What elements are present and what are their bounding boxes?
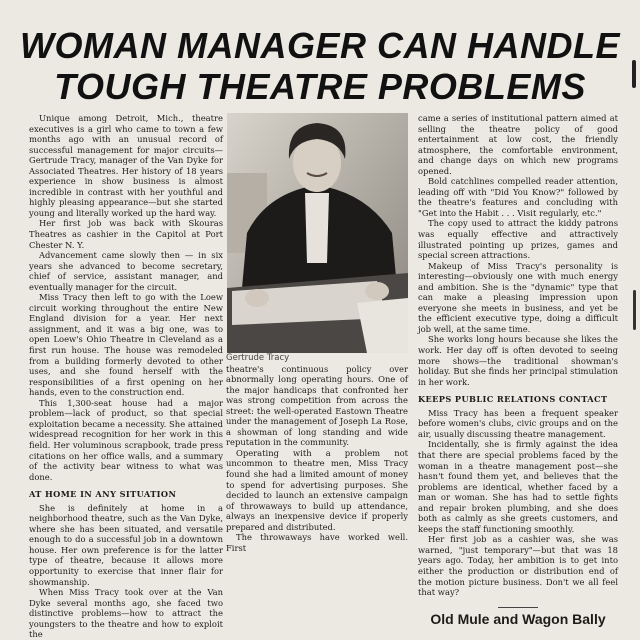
paragraph: Her first job was back with Skouras Theatres as cashier in the Capitol at Port Chester N. Y. (29, 218, 223, 250)
page-binding-mark (632, 60, 636, 88)
paragraph: She works long hours because she likes the work. Her day off is often devoted to seeing more shows—the traditional showman's holiday. But she finds her principal stimulation in her work. (418, 334, 618, 387)
article-column-2 (226, 113, 408, 553)
paragraph: theatre's continuous policy over abnormally long operating hours. One of the major handicaps that confronted her was strong competition from across the street: the well-operated Eastown Theatre under the management of Joseph La Rose, a showman of long standing and wide reputation in the community. (226, 363, 408, 448)
paragraph: came a series of institutional pattern aimed at selling the theatre policy of good entertainment at low cost, the friendly atmosphere, the comfortable environment, and change days on which new programs opened. (418, 113, 618, 176)
paragraph: This 1,300-seat house had a major problem—lack of product, so that special exploitation became a necessity. She attained widespread recognition for her work in this field. Her voluminous scrapbook, trade press citations on her office walls, and a summary of the activity bear witness to what was done. (29, 397, 223, 482)
section-heading: KEEPS PUBLIC RELATIONS CONTACT (418, 394, 608, 405)
portrait-photo (227, 113, 408, 353)
paragraph: She is definitely at home in a neighborhood theatre, such as the Van Dyke, where she has been situated, and versatile enough to do a successful job in a downtown house. Her own preference is for the latter type of theatre, because it allows more opportunity to exercise that inner flair for showmanship. (29, 502, 223, 587)
headline-line-1: WOMAN MANAGER CAN HANDLE (20, 25, 620, 66)
page-binding-mark (633, 290, 636, 330)
photo-caption: Gertrude Tracy (226, 353, 290, 363)
paragraph: Advancement came slowly then — in six years she advanced to become secretary, chief of service, assistant manager, and eventually manager for the circuit. (29, 250, 223, 292)
headline-line-2: TOUGH THEATRE PROBLEMS (54, 66, 586, 107)
paragraph: The throwaways have worked well. First (226, 532, 408, 553)
paragraph: Makeup of Miss Tracy's personality is interesting—obviously one with much energy and ambition. She is the "dynamic" type that can make a pleasing impression upon everyone she meets in business, and yet be the efficient executive type, doing a difficult job well, at the same time. (418, 260, 618, 334)
divider (498, 607, 538, 608)
paragraph: When Miss Tracy took over at the Van Dyke several months ago, she faced two distinctive problems—how to attract the youngsters to the theatre and how to exploit the (29, 587, 223, 640)
paragraph: The copy used to attract the kiddy patrons was equally effective and attractively illustrated pointing up prizes, games and special screen attractions. (418, 218, 618, 261)
paragraph: Operating with a problem not uncommon to theatre men, Miss Tracy found she had a limited amount of money to spend for advertising purposes. She decided to launch an extensive campaign of throwaways to build up attendance, always an inexpensive device if properly prepared and distributed. (226, 447, 408, 532)
next-article-title: Old Mule and Wagon Bally (430, 610, 606, 627)
paragraph: Her first job as a cashier was, she was warned, "just temporary"—but that was 18 years ago. Today, her ambition is to get into either the production or distribution end of the motion picture business. Don't we all feel that way? (418, 534, 618, 598)
article-column-1 (29, 113, 223, 640)
paragraph: Incidentally, she is firmly against the idea that there are special problems faced by the woman in a theatre management post—she hasn't found them yet, and believes that the problems are identical, whether faced by a man or woman. She has had to settle fights and repair broken plumbing, and she does both as calmly as she greets customers, and keeps the staff functioning smoothly. (418, 439, 618, 534)
paragraph: Unique among Detroit, Mich., theatre executives is a girl who came to town a few months ago with an unusual record of successful management for major circuits—Gertrude Tracy, manager of the Van Dyke for Associated Theatres. Her history of 18 years experience in show business is almost incredible in contrast with her youthful and highly pleasing appearance—but she started young and literally worked up the hard way. (29, 113, 223, 218)
paragraph: Bold catchlines compelled reader attention, leading off with "Did You Know?" followed by the theatre's features and concluding with "Get into the Habit . . . Visit regularly, etc." (418, 176, 618, 218)
paragraph: Miss Tracy has been a frequent speaker before women's clubs, civic groups and on the air, usually discussing theatre management. (418, 407, 618, 439)
article-column-3 (418, 113, 618, 627)
paragraph: Miss Tracy then left to go with the Loew circuit working throughout the entire New England division for a year. Her next assignment, and it was a big one, was to open Loew's Ohio Theatre in Cleveland as a first run house. The house was remodeled from a building formerly devoted to other uses, and she found herself with the responsibilities of a first opening on her hands, even to the construction end. (29, 292, 223, 398)
section-heading: AT HOME IN ANY SITUATION (29, 489, 177, 500)
